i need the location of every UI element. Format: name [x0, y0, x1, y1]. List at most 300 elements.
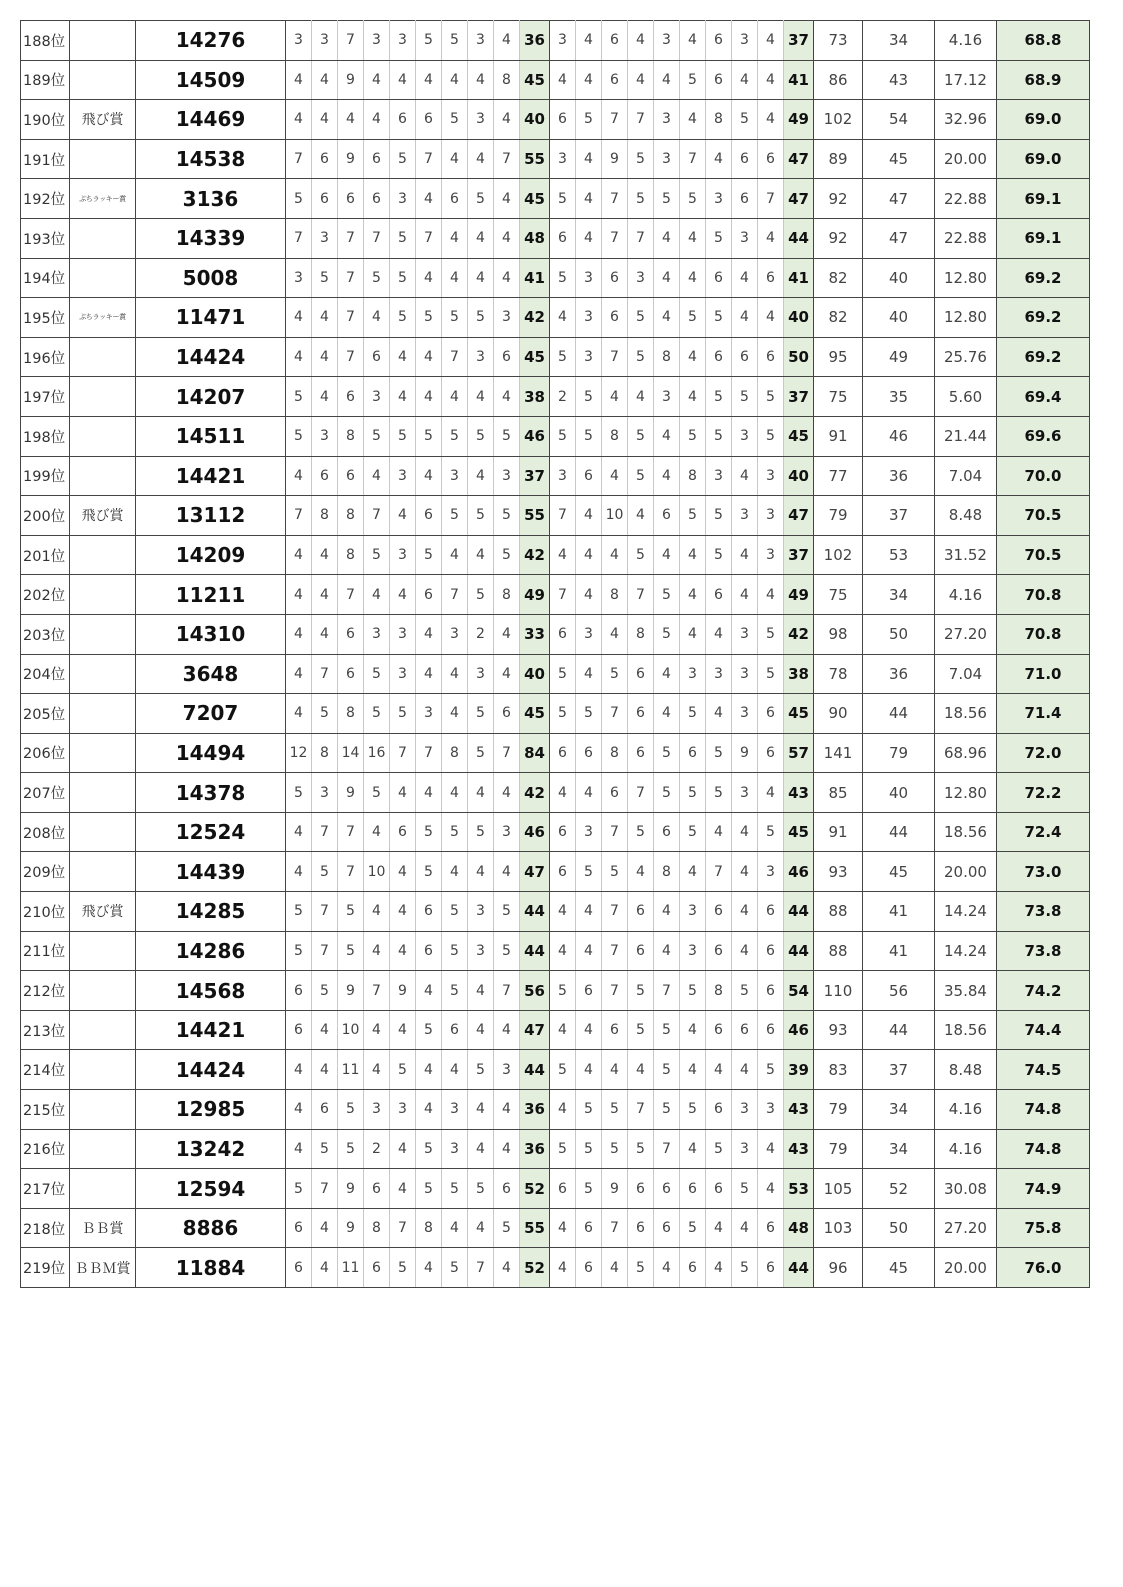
in-hole-17-cell: 3: [732, 21, 758, 61]
net-score-cell: 69.2: [997, 298, 1090, 338]
net-score-cell: 70.8: [997, 575, 1090, 615]
out-hole-7-cell: 4: [442, 1208, 468, 1248]
in-total-cell: 41: [784, 60, 814, 100]
hdcp-base-cell: 44: [863, 1010, 935, 1050]
in-hole-14-cell: 5: [654, 1050, 680, 1090]
in-hole-12-cell: 10: [602, 496, 628, 536]
in-total-cell: 46: [784, 852, 814, 892]
in-hole-18-cell: 4: [758, 1169, 784, 1209]
in-hole-17-cell: 4: [732, 892, 758, 932]
player-id-cell: 14339: [136, 218, 286, 258]
in-hole-11-cell: 5: [576, 100, 602, 140]
in-total-cell: 44: [784, 218, 814, 258]
in-total-cell: 48: [784, 1208, 814, 1248]
out-hole-6-cell: 5: [416, 298, 442, 338]
in-hole-12-cell: 4: [602, 1050, 628, 1090]
out-hole-3-cell: 7: [338, 812, 364, 852]
in-hole-11-cell: 4: [576, 1050, 602, 1090]
rank-cell: 205位: [21, 694, 70, 734]
gross-cell: 77: [814, 456, 863, 496]
out-hole-3-cell: 7: [338, 258, 364, 298]
in-hole-16-cell: 4: [706, 1248, 732, 1288]
out-hole-1-cell: 12: [286, 733, 312, 773]
in-hole-11-cell: 6: [576, 733, 602, 773]
out-hole-7-cell: 6: [442, 179, 468, 219]
in-hole-17-cell: 4: [732, 575, 758, 615]
out-hole-9-cell: 5: [494, 1208, 520, 1248]
player-id-cell: 11211: [136, 575, 286, 615]
out-hole-7-cell: 4: [442, 218, 468, 258]
out-hole-1-cell: 5: [286, 416, 312, 456]
player-id-cell: 14378: [136, 773, 286, 813]
out-hole-2-cell: 6: [312, 1090, 338, 1130]
player-id-cell: 14421: [136, 456, 286, 496]
in-hole-17-cell: 5: [732, 1248, 758, 1288]
out-hole-4-cell: 4: [364, 575, 390, 615]
out-hole-9-cell: 4: [494, 100, 520, 140]
table-row: [21, 812, 1090, 852]
out-hole-6-cell: 4: [416, 456, 442, 496]
in-hole-10-cell: 6: [550, 614, 576, 654]
in-hole-12-cell: 7: [602, 931, 628, 971]
in-total-cell: 37: [784, 21, 814, 61]
hdcp-cell: 7.04: [935, 654, 997, 694]
player-id-cell: 7207: [136, 694, 286, 734]
net-score-cell: 73.8: [997, 931, 1090, 971]
in-hole-18-cell: 4: [758, 298, 784, 338]
in-hole-12-cell: 7: [602, 694, 628, 734]
in-hole-16-cell: 3: [706, 179, 732, 219]
out-hole-5-cell: 3: [390, 1090, 416, 1130]
player-id-cell: 14509: [136, 60, 286, 100]
in-hole-11-cell: 6: [576, 1248, 602, 1288]
in-hole-10-cell: 6: [550, 100, 576, 140]
in-hole-16-cell: 5: [706, 218, 732, 258]
in-hole-12-cell: 7: [602, 812, 628, 852]
table-row: [21, 100, 1090, 140]
out-hole-3-cell: 6: [338, 654, 364, 694]
rank-cell: 202位: [21, 575, 70, 615]
out-hole-7-cell: 4: [442, 258, 468, 298]
table-row: [21, 1248, 1090, 1288]
in-hole-13-cell: 6: [628, 654, 654, 694]
in-hole-13-cell: 5: [628, 139, 654, 179]
in-hole-11-cell: 4: [576, 139, 602, 179]
in-hole-15-cell: 5: [680, 496, 706, 536]
in-total-cell: 49: [784, 100, 814, 140]
out-total-cell: 45: [520, 694, 550, 734]
out-hole-4-cell: 4: [364, 60, 390, 100]
out-hole-2-cell: 5: [312, 971, 338, 1011]
gross-cell: 93: [814, 1010, 863, 1050]
out-hole-9-cell: 5: [494, 931, 520, 971]
in-hole-18-cell: 6: [758, 1208, 784, 1248]
in-hole-15-cell: 8: [680, 456, 706, 496]
in-hole-11-cell: 3: [576, 298, 602, 338]
hdcp-base-cell: 34: [863, 1090, 935, 1130]
hdcp-base-cell: 47: [863, 179, 935, 219]
in-hole-13-cell: 5: [628, 337, 654, 377]
out-hole-6-cell: 4: [416, 1050, 442, 1090]
out-hole-1-cell: 4: [286, 654, 312, 694]
in-hole-18-cell: 3: [758, 535, 784, 575]
in-total-cell: 44: [784, 1248, 814, 1288]
in-hole-11-cell: 4: [576, 218, 602, 258]
in-hole-17-cell: 3: [732, 1090, 758, 1130]
out-hole-7-cell: 5: [442, 971, 468, 1011]
out-hole-7-cell: 6: [442, 1010, 468, 1050]
out-hole-8-cell: 4: [468, 139, 494, 179]
in-hole-14-cell: 4: [654, 892, 680, 932]
in-hole-11-cell: 4: [576, 773, 602, 813]
in-hole-15-cell: 6: [680, 1169, 706, 1209]
rank-cell: 199位: [21, 456, 70, 496]
out-hole-4-cell: 4: [364, 892, 390, 932]
out-hole-6-cell: 4: [416, 258, 442, 298]
hdcp-base-cell: 34: [863, 575, 935, 615]
out-hole-6-cell: 6: [416, 496, 442, 536]
out-hole-7-cell: 4: [442, 377, 468, 417]
net-score-cell: 70.5: [997, 496, 1090, 536]
in-hole-11-cell: 5: [576, 694, 602, 734]
out-hole-8-cell: 4: [468, 377, 494, 417]
out-hole-1-cell: 6: [286, 1248, 312, 1288]
out-hole-3-cell: 7: [338, 337, 364, 377]
in-hole-16-cell: 6: [706, 1090, 732, 1130]
hdcp-cell: 8.48: [935, 1050, 997, 1090]
gross-cell: 92: [814, 179, 863, 219]
in-hole-18-cell: 4: [758, 218, 784, 258]
out-hole-8-cell: 5: [468, 812, 494, 852]
in-hole-14-cell: 4: [654, 654, 680, 694]
table-row: [21, 21, 1090, 61]
out-hole-7-cell: 3: [442, 614, 468, 654]
in-hole-12-cell: 5: [602, 654, 628, 694]
in-hole-16-cell: 4: [706, 614, 732, 654]
player-id-cell: 13112: [136, 496, 286, 536]
in-hole-13-cell: 5: [628, 456, 654, 496]
rank-cell: 214位: [21, 1050, 70, 1090]
in-hole-17-cell: 4: [732, 812, 758, 852]
hdcp-base-cell: 45: [863, 1248, 935, 1288]
in-hole-16-cell: 4: [706, 1050, 732, 1090]
out-hole-9-cell: 4: [494, 21, 520, 61]
out-hole-8-cell: 3: [468, 892, 494, 932]
out-hole-4-cell: 16: [364, 733, 390, 773]
rank-cell: 197位: [21, 377, 70, 417]
out-hole-3-cell: 6: [338, 377, 364, 417]
out-total-cell: 47: [520, 852, 550, 892]
hdcp-cell: 21.44: [935, 416, 997, 456]
out-hole-8-cell: 5: [468, 733, 494, 773]
in-total-cell: 38: [784, 654, 814, 694]
net-score-cell: 73.8: [997, 892, 1090, 932]
out-hole-5-cell: 4: [390, 1129, 416, 1169]
in-hole-17-cell: 4: [732, 258, 758, 298]
rank-cell: 217位: [21, 1169, 70, 1209]
out-hole-6-cell: 3: [416, 694, 442, 734]
out-hole-7-cell: 5: [442, 496, 468, 536]
net-score-cell: 74.8: [997, 1090, 1090, 1130]
out-hole-6-cell: 5: [416, 852, 442, 892]
in-hole-14-cell: 4: [654, 60, 680, 100]
out-hole-3-cell: 11: [338, 1050, 364, 1090]
out-hole-7-cell: 4: [442, 852, 468, 892]
in-hole-18-cell: 4: [758, 1129, 784, 1169]
table-row: [21, 852, 1090, 892]
out-hole-2-cell: 5: [312, 1129, 338, 1169]
hdcp-cell: 20.00: [935, 139, 997, 179]
in-hole-13-cell: 5: [628, 416, 654, 456]
out-hole-2-cell: 7: [312, 1169, 338, 1209]
in-total-cell: 43: [784, 1090, 814, 1130]
rank-cell: 209位: [21, 852, 70, 892]
in-hole-15-cell: 4: [680, 377, 706, 417]
in-hole-18-cell: 5: [758, 614, 784, 654]
in-hole-11-cell: 5: [576, 416, 602, 456]
out-hole-7-cell: 5: [442, 1248, 468, 1288]
out-hole-4-cell: 3: [364, 1090, 390, 1130]
out-hole-5-cell: 4: [390, 575, 416, 615]
in-hole-16-cell: 5: [706, 773, 732, 813]
hdcp-cell: 20.00: [935, 1248, 997, 1288]
in-hole-10-cell: 4: [550, 1248, 576, 1288]
results-table: [20, 20, 1090, 1288]
in-total-cell: 43: [784, 1129, 814, 1169]
in-hole-12-cell: 4: [602, 1248, 628, 1288]
table-row: [21, 179, 1090, 219]
out-hole-6-cell: 5: [416, 416, 442, 456]
out-hole-4-cell: 6: [364, 337, 390, 377]
gross-cell: 73: [814, 21, 863, 61]
out-hole-4-cell: 3: [364, 377, 390, 417]
award-cell: [70, 931, 136, 971]
out-hole-4-cell: 8: [364, 1208, 390, 1248]
gross-cell: 86: [814, 60, 863, 100]
out-hole-3-cell: 9: [338, 971, 364, 1011]
hdcp-base-cell: 40: [863, 298, 935, 338]
out-hole-4-cell: 6: [364, 1169, 390, 1209]
out-hole-5-cell: 6: [390, 100, 416, 140]
in-total-cell: 44: [784, 931, 814, 971]
gross-cell: 82: [814, 258, 863, 298]
out-total-cell: 49: [520, 575, 550, 615]
hdcp-cell: 68.96: [935, 733, 997, 773]
in-hole-10-cell: 6: [550, 812, 576, 852]
in-hole-10-cell: 7: [550, 496, 576, 536]
in-total-cell: 47: [784, 179, 814, 219]
out-hole-2-cell: 3: [312, 773, 338, 813]
in-hole-17-cell: 3: [732, 218, 758, 258]
out-hole-6-cell: 7: [416, 733, 442, 773]
in-hole-15-cell: 4: [680, 258, 706, 298]
out-hole-8-cell: 3: [468, 931, 494, 971]
player-id-cell: 12985: [136, 1090, 286, 1130]
in-hole-15-cell: 5: [680, 971, 706, 1011]
in-hole-13-cell: 5: [628, 1248, 654, 1288]
out-hole-5-cell: 4: [390, 377, 416, 417]
out-hole-5-cell: 7: [390, 733, 416, 773]
in-hole-18-cell: 6: [758, 733, 784, 773]
in-hole-16-cell: 8: [706, 100, 732, 140]
hdcp-base-cell: 40: [863, 773, 935, 813]
out-hole-6-cell: 5: [416, 812, 442, 852]
out-hole-9-cell: 6: [494, 694, 520, 734]
out-hole-6-cell: 4: [416, 179, 442, 219]
out-hole-2-cell: 5: [312, 852, 338, 892]
out-hole-5-cell: 4: [390, 337, 416, 377]
in-hole-15-cell: 5: [680, 1208, 706, 1248]
out-hole-8-cell: 3: [468, 654, 494, 694]
rank-cell: 212位: [21, 971, 70, 1011]
in-hole-15-cell: 5: [680, 694, 706, 734]
rank-cell: 200位: [21, 496, 70, 536]
out-hole-1-cell: 7: [286, 139, 312, 179]
in-hole-18-cell: 5: [758, 812, 784, 852]
rank-cell: 191位: [21, 139, 70, 179]
in-hole-12-cell: 5: [602, 852, 628, 892]
net-score-cell: 68.8: [997, 21, 1090, 61]
in-hole-17-cell: 4: [732, 456, 758, 496]
out-total-cell: 48: [520, 218, 550, 258]
gross-cell: 82: [814, 298, 863, 338]
in-hole-12-cell: 7: [602, 337, 628, 377]
in-hole-13-cell: 5: [628, 535, 654, 575]
table-row: [21, 1050, 1090, 1090]
net-score-cell: 72.2: [997, 773, 1090, 813]
player-id-cell: 14207: [136, 377, 286, 417]
hdcp-cell: 12.80: [935, 298, 997, 338]
in-hole-15-cell: 5: [680, 60, 706, 100]
table-row: [21, 298, 1090, 338]
gross-cell: 88: [814, 931, 863, 971]
hdcp-cell: 30.08: [935, 1169, 997, 1209]
in-hole-14-cell: 3: [654, 100, 680, 140]
out-hole-4-cell: 4: [364, 100, 390, 140]
in-hole-16-cell: 5: [706, 733, 732, 773]
out-hole-8-cell: 4: [468, 258, 494, 298]
out-hole-3-cell: 9: [338, 1208, 364, 1248]
rank-cell: 203位: [21, 614, 70, 654]
player-id-cell: 11884: [136, 1248, 286, 1288]
out-hole-9-cell: 3: [494, 456, 520, 496]
out-hole-3-cell: 6: [338, 614, 364, 654]
in-hole-10-cell: 6: [550, 852, 576, 892]
in-hole-10-cell: 6: [550, 1169, 576, 1209]
out-hole-7-cell: 5: [442, 21, 468, 61]
in-hole-16-cell: 6: [706, 337, 732, 377]
rank-cell: 192位: [21, 179, 70, 219]
rank-cell: 193位: [21, 218, 70, 258]
in-hole-12-cell: 8: [602, 416, 628, 456]
out-hole-3-cell: 6: [338, 179, 364, 219]
out-hole-4-cell: 5: [364, 773, 390, 813]
in-hole-11-cell: 5: [576, 1090, 602, 1130]
in-hole-13-cell: 4: [628, 852, 654, 892]
in-hole-12-cell: 6: [602, 773, 628, 813]
out-hole-7-cell: 4: [442, 60, 468, 100]
out-hole-3-cell: 7: [338, 298, 364, 338]
out-hole-8-cell: 5: [468, 575, 494, 615]
out-hole-6-cell: 6: [416, 100, 442, 140]
out-total-cell: 41: [520, 258, 550, 298]
in-hole-10-cell: 3: [550, 456, 576, 496]
out-total-cell: 42: [520, 773, 550, 813]
net-score-cell: 72.0: [997, 733, 1090, 773]
out-hole-4-cell: 4: [364, 298, 390, 338]
out-total-cell: 45: [520, 337, 550, 377]
net-score-cell: 69.4: [997, 377, 1090, 417]
out-hole-6-cell: 7: [416, 139, 442, 179]
out-hole-9-cell: 3: [494, 298, 520, 338]
in-hole-16-cell: 3: [706, 654, 732, 694]
out-hole-4-cell: 10: [364, 852, 390, 892]
in-total-cell: 53: [784, 1169, 814, 1209]
out-hole-2-cell: 4: [312, 1208, 338, 1248]
in-hole-18-cell: 6: [758, 931, 784, 971]
in-hole-14-cell: 6: [654, 812, 680, 852]
in-hole-13-cell: 7: [628, 1090, 654, 1130]
rank-cell: 190位: [21, 100, 70, 140]
award-cell: [70, 258, 136, 298]
out-hole-9-cell: 5: [494, 416, 520, 456]
out-hole-3-cell: 9: [338, 60, 364, 100]
player-id-cell: 13242: [136, 1129, 286, 1169]
in-hole-11-cell: 4: [576, 496, 602, 536]
out-hole-5-cell: 4: [390, 496, 416, 536]
in-hole-18-cell: 4: [758, 100, 784, 140]
in-hole-10-cell: 6: [550, 218, 576, 258]
out-hole-9-cell: 3: [494, 812, 520, 852]
out-hole-1-cell: 4: [286, 1129, 312, 1169]
table-row: [21, 1010, 1090, 1050]
table-row: [21, 654, 1090, 694]
gross-cell: 96: [814, 1248, 863, 1288]
out-total-cell: 55: [520, 139, 550, 179]
out-hole-4-cell: 5: [364, 258, 390, 298]
in-hole-11-cell: 3: [576, 258, 602, 298]
in-hole-13-cell: 7: [628, 100, 654, 140]
in-hole-14-cell: 5: [654, 179, 680, 219]
out-hole-4-cell: 3: [364, 614, 390, 654]
in-hole-12-cell: 7: [602, 218, 628, 258]
in-hole-15-cell: 6: [680, 1248, 706, 1288]
out-hole-4-cell: 4: [364, 1050, 390, 1090]
hdcp-cell: 14.24: [935, 892, 997, 932]
in-hole-15-cell: 4: [680, 337, 706, 377]
in-hole-14-cell: 7: [654, 971, 680, 1011]
in-hole-18-cell: 3: [758, 496, 784, 536]
hdcp-base-cell: 45: [863, 852, 935, 892]
in-total-cell: 40: [784, 298, 814, 338]
hdcp-cell: 18.56: [935, 1010, 997, 1050]
out-hole-6-cell: 5: [416, 1010, 442, 1050]
in-hole-12-cell: 4: [602, 377, 628, 417]
out-hole-8-cell: 4: [468, 1208, 494, 1248]
in-hole-17-cell: 5: [732, 971, 758, 1011]
gross-cell: 83: [814, 1050, 863, 1090]
in-hole-17-cell: 9: [732, 733, 758, 773]
out-hole-4-cell: 7: [364, 496, 390, 536]
in-hole-10-cell: 4: [550, 773, 576, 813]
out-hole-5-cell: 5: [390, 139, 416, 179]
in-hole-14-cell: 4: [654, 218, 680, 258]
in-hole-16-cell: 8: [706, 971, 732, 1011]
in-hole-11-cell: 5: [576, 377, 602, 417]
out-hole-8-cell: 2: [468, 614, 494, 654]
out-hole-6-cell: 4: [416, 337, 442, 377]
out-hole-9-cell: 4: [494, 258, 520, 298]
